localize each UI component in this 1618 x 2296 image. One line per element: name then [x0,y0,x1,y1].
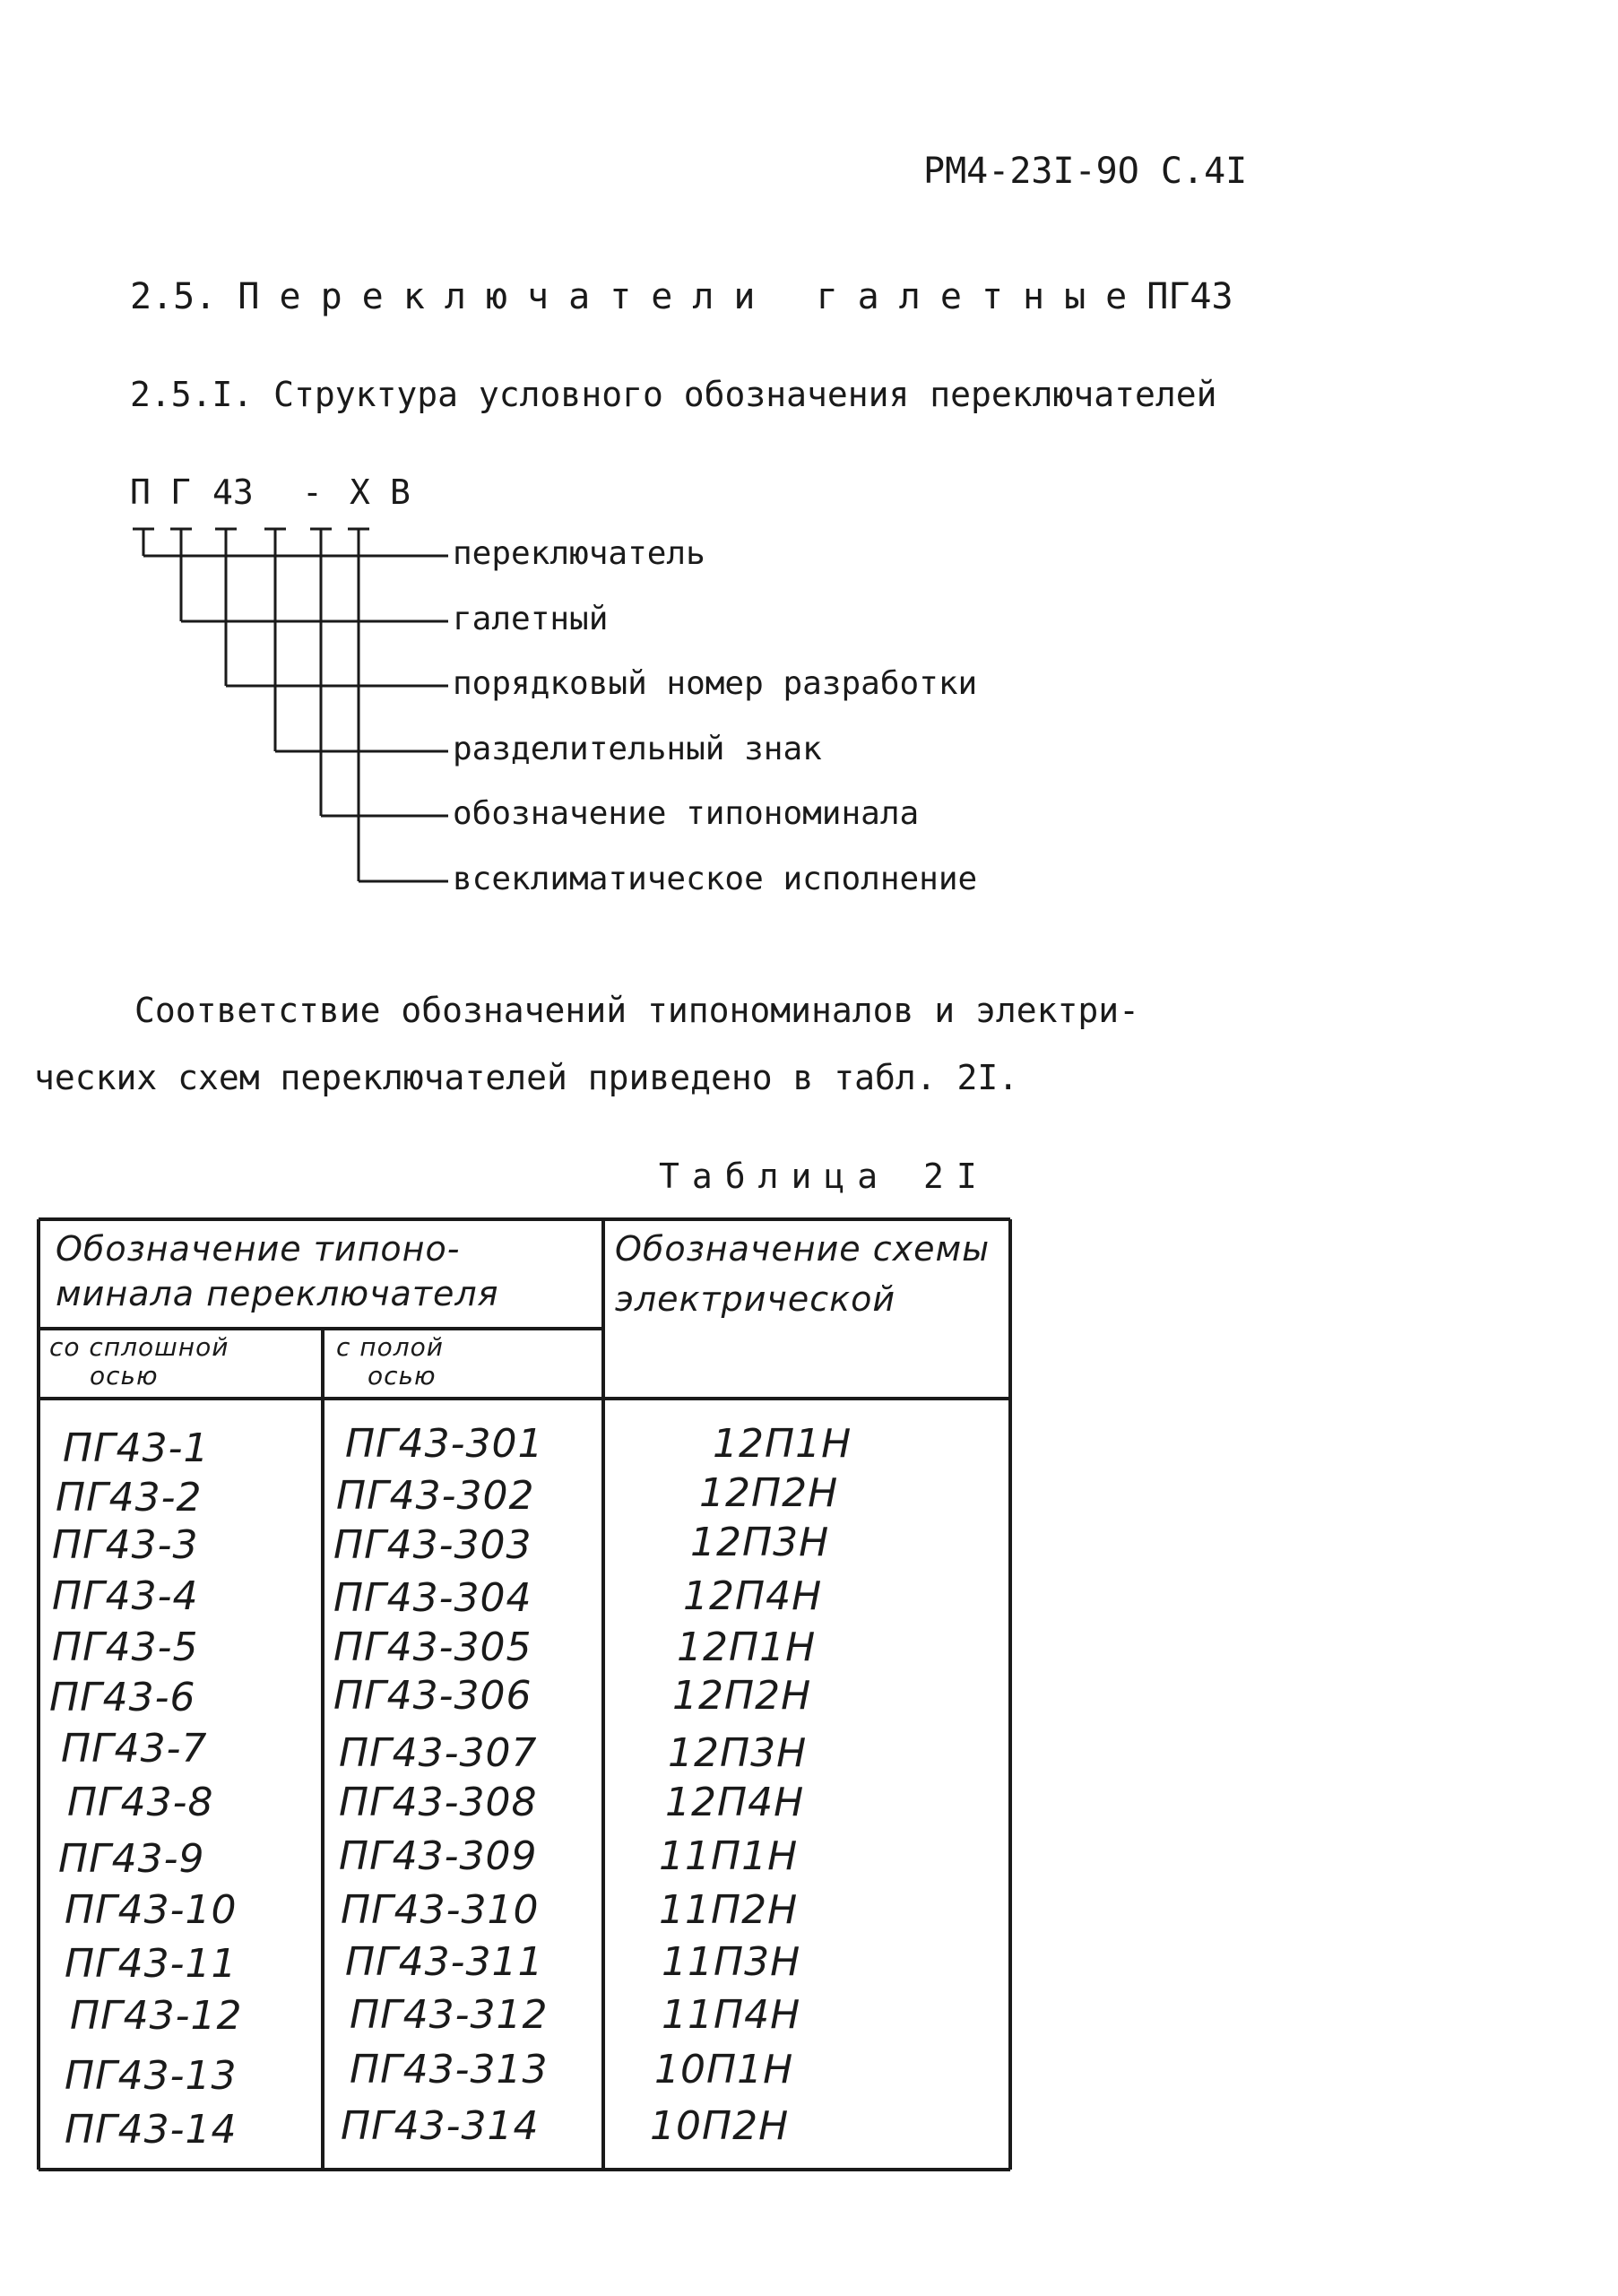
cell-hollow: ПГ43-314 [341,2103,540,2149]
cell-hollow: ПГ43-309 [339,1833,538,1879]
cell-solid: ПГ43-2 [56,1475,203,1521]
cell-scheme: 10П2Н [650,2103,790,2149]
table-subheader-hollow: с полой [336,1332,444,1362]
cell-solid: ПГ43-11 [65,1941,238,1987]
page-header: РМ4-23I-9Ο С.4I [923,151,1248,192]
cell-hollow: ПГ43-313 [350,2047,549,2092]
cell-solid: ПГ43-12 [70,1993,243,2039]
cell-hollow: ПГ43-306 [333,1673,532,1719]
cell-scheme: 11П4Н [662,1992,801,2038]
designation-symbol: П [130,472,151,512]
cell-scheme: 11П2Н [659,1887,799,1933]
cell-scheme: 12П2Н [672,1673,812,1719]
designation-symbol: Г [170,472,191,512]
table-subheader-hollow: осью [368,1361,437,1391]
table-header-designation: минала переключателя [56,1274,499,1313]
cell-solid: ПГ43-1 [63,1425,210,1471]
cell-solid: ПГ43-3 [52,1522,199,1568]
section-title-text: Переключатели галетные [238,276,1147,317]
legend-item: переключатель [453,535,705,572]
legend-item: всеклиматическое исполнение [453,861,978,897]
cell-solid: ПГ43-4 [52,1573,199,1619]
cell-hollow: ПГ43-311 [345,1939,544,1985]
table-subheader-solid: со сплошной [49,1332,229,1362]
table-caption: Таблица 2I [659,1157,990,1196]
subsection-title: 2.5.I. Структура условного обозначения переключателей [130,375,1217,414]
cell-hollow: ПГ43-301 [345,1421,544,1467]
cell-solid: ПГ43-13 [65,2053,238,2099]
cell-solid: ПГ43-7 [61,1726,208,1772]
designation-symbol: Х [350,472,370,512]
cell-hollow: ПГ43-308 [339,1780,538,1825]
cell-hollow: ПГ43-312 [350,1992,549,2038]
cell-hollow: ПГ43-305 [333,1625,532,1670]
legend-item: обозначение типономинала [453,795,920,832]
cell-scheme: 11П1Н [659,1833,799,1879]
cell-hollow: ПГ43-302 [336,1473,535,1519]
legend-item: галетный [453,601,609,637]
section-title-code: ПГ43 [1146,276,1233,317]
table-header-scheme: электрической [615,1279,896,1319]
cell-solid: ПГ43-8 [67,1780,214,1825]
table-header-scheme: Обозначение схемы [615,1229,991,1269]
designation-symbol: 43 [212,472,254,512]
cell-scheme: 11П3Н [662,1939,801,1985]
designation-symbol: В [390,472,411,512]
paragraph-line: ческих схем переключателей приведено в табл. 2I. [34,1058,1019,1097]
paragraph-line: Соответствие обозначений типономиналов и электри- [134,991,1140,1030]
section-number: 2.5. [130,276,217,317]
cell-solid: ПГ43-9 [58,1836,205,1882]
cell-scheme: 12П4Н [665,1780,805,1825]
cell-solid: ПГ43-6 [49,1675,196,1720]
table-subheader-solid: осью [90,1361,159,1391]
designation-symbol: - [302,472,323,512]
cell-solid: ПГ43-5 [52,1625,199,1670]
cell-hollow: ПГ43-310 [341,1887,540,1933]
cell-scheme: 10П1Н [654,2047,794,2092]
cell-scheme: 12П3Н [690,1520,830,1565]
legend-item: разделительный знак [453,731,822,767]
cell-hollow: ПГ43-304 [333,1575,532,1621]
cell-scheme: 12П1Н [713,1421,852,1467]
table-header-designation: Обозначение типоно- [56,1229,461,1269]
cell-scheme: 12П1Н [677,1625,817,1670]
cell-scheme: 12П4Н [683,1573,823,1619]
cell-solid: ПГ43-14 [65,2107,238,2153]
cell-solid: ПГ43-10 [65,1887,238,1933]
cell-scheme: 12П3Н [668,1730,808,1776]
legend-item: порядковый номер разработки [453,665,978,702]
cell-scheme: 12П2Н [699,1470,839,1516]
cell-hollow: ПГ43-307 [339,1730,538,1776]
cell-hollow: ПГ43-303 [333,1522,532,1568]
